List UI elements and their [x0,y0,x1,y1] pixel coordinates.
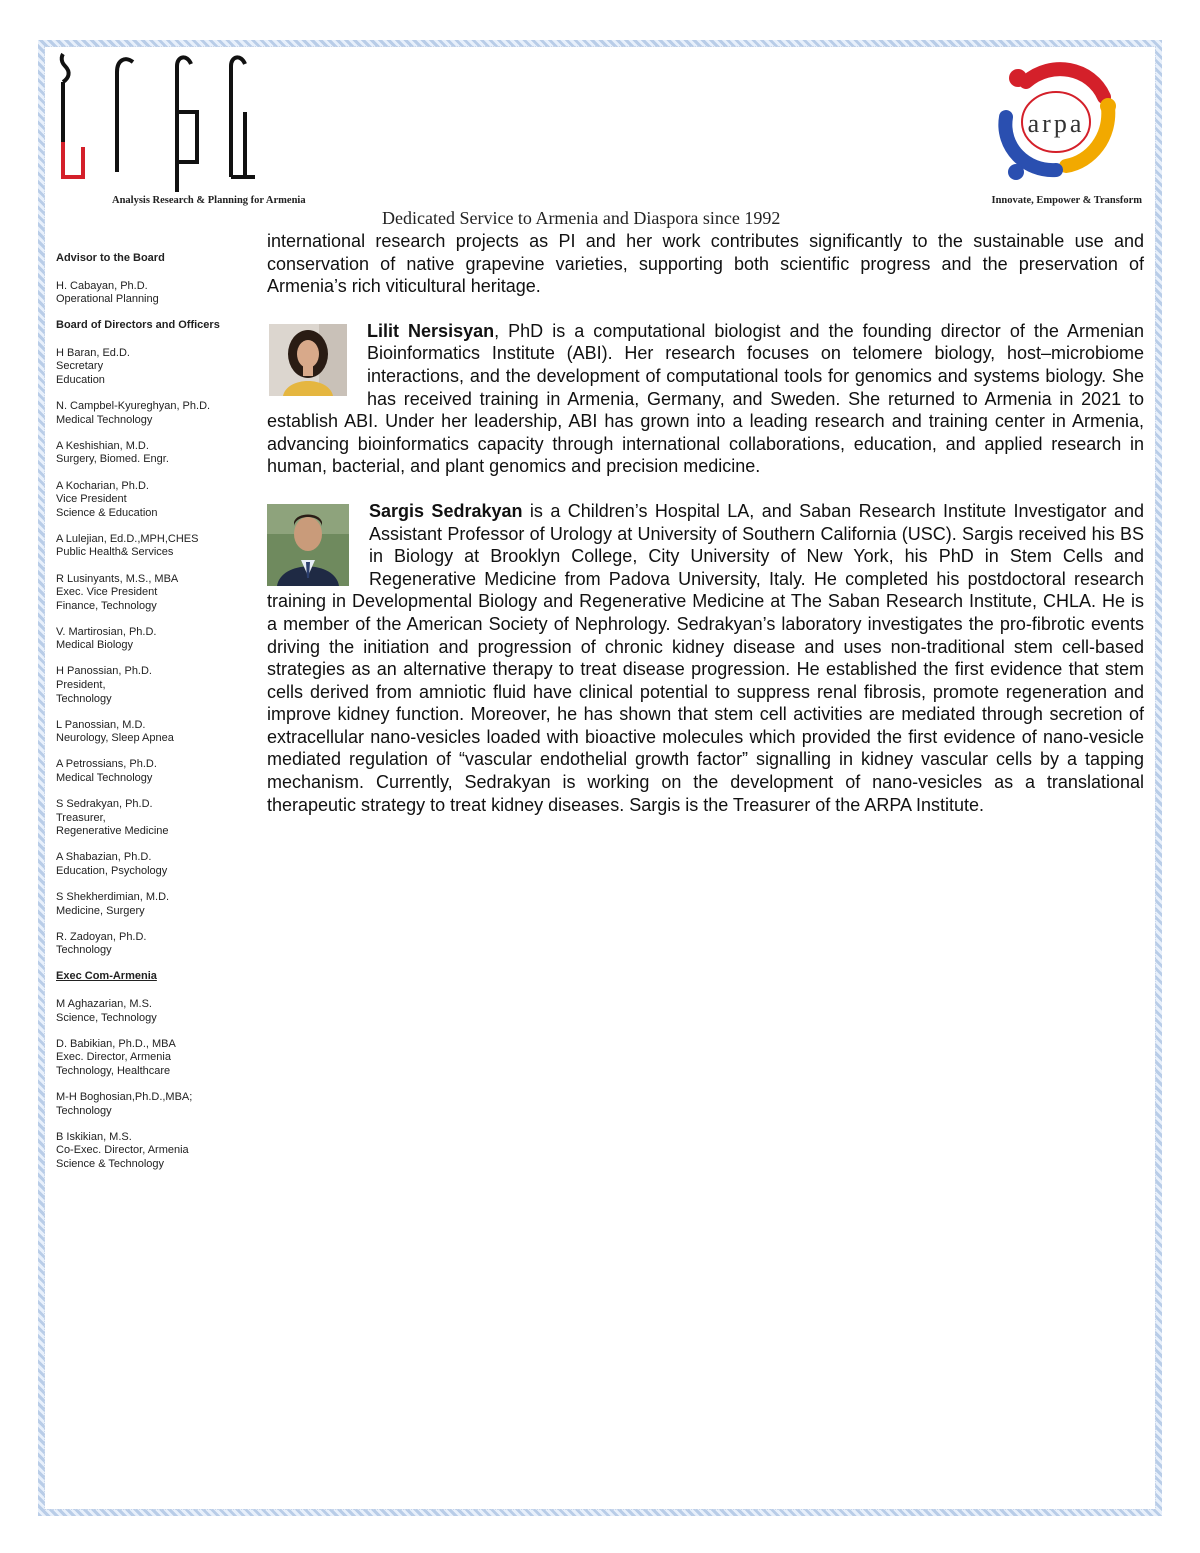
bio-text-lilit: , PhD is a computational biologist and the founding director of the Armenian Bioinformatics Institute (ABI). Her research focuses on telomere biology, host–microbiome interactions, and the development of computational tools for genomics and systems biology. She has received training in Armenia, Germany, and Sweden. She returned to Armenia in 2021 to establish ABI. Under her leadership, ABI has grown into a leading research and training center in Armenia, advancing bioinformatics capacity through international collaborations, education, and applied research in human, bacterial, and plant genomics and precision medicine. [267,320,1144,477]
sidebar-member-entry [56,1038,246,1079]
member-name: D. Babikian, Ph.D., MBA [56,1037,176,1050]
sidebar-member-entry [56,280,246,307]
member-name: S Sedrakyan, Ph.D. [56,798,153,811]
member-role: Public Health& Services [56,546,174,559]
member-role: Science, Technology [56,1011,157,1024]
member-role: Exec. Director, Armenia [56,1051,171,1064]
member-role: Technology [56,692,112,705]
member-role: Secretary [56,360,104,373]
member-name: H Baran, Ed.D. [56,346,130,359]
member-role: Technology, Healthcare [56,1064,171,1077]
member-role: Neurology, Sleep Apnea [56,732,174,745]
sidebar-member-entry [56,626,246,653]
sidebar-member-entry [56,400,246,427]
member-role: Vice President [56,493,127,506]
member-name: A Keshishian, M.D. [56,439,149,452]
member-role: Operational Planning [56,293,159,306]
sidebar-member-entry [56,1091,246,1118]
member-name: B Iskikian, M.S. [56,1130,132,1143]
member-name: L Panossian, M.D. [56,718,146,731]
board-sidebar [56,252,246,1184]
member-role: Surgery, Biomed. Engr. [56,453,169,466]
sidebar-member-entry [56,931,246,958]
arpa-logo-right [996,62,1116,182]
sidebar-member-entry [56,851,246,878]
member-role: Medicine, Surgery [56,904,145,917]
member-role: Exec. Vice President [56,586,158,599]
sidebar-member-entry [56,665,246,706]
member-name: M-H Boghosian,Ph.D.,MBA; [56,1091,193,1104]
member-role: Technology [56,1104,112,1117]
tagline-right: Innovate, Empower & Transform [991,195,1142,206]
sidebar-member-entry [56,719,246,746]
member-role: President, [56,679,106,692]
page-subtitle: Dedicated Service to Armenia and Diaspora since 1992 [382,208,781,228]
sidebar-member-entry [56,798,246,839]
member-name: H Panossian, Ph.D. [56,665,152,678]
member-role: Finance, Technology [56,599,157,612]
member-name: H. Cabayan, Ph.D. [56,279,148,292]
member-role: Education, Psychology [56,865,168,877]
member-name: M Aghazarian, M.S. [56,998,152,1011]
sidebar-member-entry [56,480,246,521]
member-name: R. Zadoyan, Ph.D. [56,930,147,943]
member-role: Medical Biology [56,639,134,652]
member-role: Co-Exec. Director, Armenia [56,1144,189,1157]
sidebar-section-heading: Exec Com-Armenia [56,970,157,983]
bio-name-sargis: Sargis Sedrakyan [369,500,523,521]
member-role: Science & Technology [56,1157,165,1170]
member-role: Regenerative Medicine [56,825,169,838]
main-content [267,230,1144,838]
member-name: A Kocharian, Ph.D. [56,479,149,492]
sidebar-member-entry [56,998,246,1025]
sidebar-member-entry [56,891,246,918]
portrait-photo-lilit [269,324,347,396]
portrait-photo-sargis [267,504,349,586]
tagline-left: Analysis Research & Planning for Armenia [112,195,306,206]
member-name: A Petrossians, Ph.D. [56,758,157,771]
bio-lilit-nersisyan [267,320,1144,478]
member-name: A Lulejian, Ed.D.,MPH,CHES [56,532,199,545]
member-name: S Shekherdimian, M.D. [56,891,170,904]
svg-text:arpa: arpa [1027,109,1085,138]
member-role: Medical Technology [56,772,153,785]
member-role: Treasurer, [56,811,106,824]
bio-name-lilit: Lilit Nersisyan [367,320,495,341]
sidebar-member-entry [56,1131,246,1172]
member-role: Education [56,374,105,387]
sidebar-section-heading: Board of Directors and Officers [56,319,220,332]
sidebar-member-entry [56,347,246,388]
member-role: Technology [56,944,112,957]
intro-paragraph: international research projects as PI and her work contributes significantly to the sustainable use and conservation of native grapevine varieties, supporting both scientific progress and the preservation of Armenia’s rich viticultural heritage. [267,231,1144,297]
member-name: A Shabazian, Ph.D. [56,851,152,864]
sidebar-member-entry [56,573,246,614]
member-name: N. Campbel-Kyureghyan, Ph.D. [56,400,211,413]
arpa-logo-left [55,52,265,200]
sidebar-member-entry [56,758,246,785]
member-name: V. Martirosian, Ph.D. [56,625,157,638]
member-name: R Lusinyants, M.S., MBA [56,572,179,585]
sidebar-member-entry [56,440,246,467]
sidebar-member-entry [56,533,246,560]
member-role: Science & Education [56,506,158,519]
sidebar-section-heading: Advisor to the Board [56,252,165,264]
bio-text-sargis: is a Children’s Hospital LA, and Saban Research Institute Investigator and Assistant Professor of Urology at University of Southern California (USC). Sargis received his BS in Biology at Brooklyn College, City University of New York, his PhD in Stem Cells and Regenerative Medicine from Padova University, Italy. He completed his postdoctoral research training in Developmental Biology and Regenerative Medicine at The Saban Research Institute, CHLA. He is a member of the American Society of Nephrology. Sedrakyan’s laboratory investigates the pro-fibrotic events driving the initiation and progression of chronic kidney disease and uses non-traditional stem cell-based strategies as an alternative therapy to treat disease progression. He established the first evidence that stem cells derived from amniotic fluid have clinical potential to suppress renal fibrosis, promote regeneration and improve kidney function. Moreover, he has shown that stem cell activities are mediated through secretion of extracellular nano-vesicles loaded with bioactive molecules which provided the first evidence of nano-vesicle mediated regulation of “vascular endothelial growth factor” signalling in kidney vascular cells by a tapping mechanism. Currently, Sedrakyan is working on the development of nano-vesicles as a translational therapeutic strategy to treat kidney diseases. Sargis is the Treasurer of the ARPA Institute. [267,500,1144,815]
member-role: Medical Technology [56,413,153,426]
bio-sargis-sedrakyan [267,500,1144,816]
